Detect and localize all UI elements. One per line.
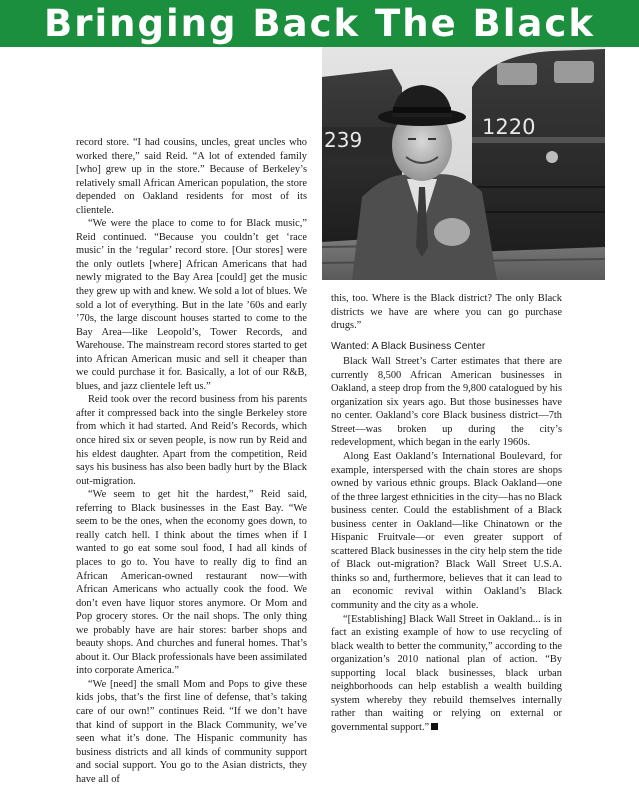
- article-paragraph-final: [331, 613, 562, 735]
- header-banner: [0, 0, 639, 47]
- photo-illustration: [322, 47, 605, 280]
- locomotive-number-right: 1220: [482, 115, 536, 139]
- section-subhead: Wanted: A Black Business Center: [331, 340, 486, 352]
- article-paragraph: Along East Oakland’s International Boulevard, for example, interspersed with the chain stores are shops owned by various ethnic groups. Black Oakland—one of the three largest ethnicities in the city—has no Black business center. Could the establishment of a Black business center in Oakland—like Chinatown or the Hispanic Fruitvale—or even greater support of scattered Black businesses in the city help stem the tide of Black out-migration? Black Wall Street U.S.A. thinks so and, furthermore, believes that it can lead to an economic revival within Oakland’s Black community and the city as a whole.: [331, 451, 562, 612]
- locomotive-number-left: 239: [324, 128, 363, 152]
- article-paragraph: “We seem to get hit the hardest,” Reid said, referring to Black businesses in the East Bay. “We seem to be the ones, when the economy goes down, to really catch hell. I think about the times when if I wanted to go eat some soul food, I had all kinds of places to go to. You have to really dig to find an African American-owned restaurant now—with African Americans who actually cook the food. We don’t even have liquor stores anymore. Or Mom and Pop grocery stores. Or the nail shops. The only thing we probably have are hair stores: barber shops and beauty shops. And churches and funeral homes. That’s about it. Our Black professionals have been assimilated into corporate America.”: [76, 489, 307, 677]
- article-paragraph: “We were the place to come to for Black music,” Reid continued. “Because you couldn’t get ‘race music’ in the ‘regular’ record store. [Our stores] were the only outlets [where] African Americans that had newly migrated to the Bay Area [could] get the music they grew up with and knew. We sold a lot of blues. We sold a lot of everything. But in the late ’60s and early ’70s, the large discount houses started to come to the Bay Area—like Leopold’s, Tower Records, and Warehouse. The mainstream record stores started to get into African American music and sell it cheaper than we could purchase it for. Basically, a lot of our R&B, blues, and jazz clientele left us.”: [76, 218, 308, 392]
- article-paragraph: record store. “I had cousins, uncles, great uncles who worked there,” said Reid. “A lot of extended family [who] grew up in the store.” Because of Berkeley’s relatively small African American population, the store depended on Oakland residents for most of its clientele.: [76, 137, 307, 216]
- end-of-article-mark: [431, 723, 438, 730]
- article-paragraph: “We [need] the small Mom and Pops to give these kids jobs, that’s the first line of defense, that’s taking care of our own!” continues Reid. “If we don’t have that kind of support in the Black Community, we’ve seen what it’s done. The Hispanic community has business districts and all kinds of community support and social support. You go to the Asian districts, they have all of: [76, 678, 307, 785]
- article-paragraph: Black Wall Street’s Carter estimates that there are currently 8,500 African American businesses in Oakland, a steep drop from the 9,800 catalogued by his organization six years ago. But those businesses have no center. Oakland’s core Black business district—7th Street—was broken up during the city’s redevelopment, which began in the early 1960s.: [331, 356, 562, 449]
- photo-man-with-locomotives: [322, 47, 605, 280]
- page-title: Bringing Back The Black: [44, 2, 595, 45]
- article-paragraph: Reid took over the record business from his parents after it compressed back into the single Berkeley store from which it had started. And Reid’s Records, which once hired six or seven people, is now run by Reid and his eldest daughter. Apart from the competition, Reid says his business has also been badly hurt by the Black out-migration.: [76, 394, 307, 487]
- final-paragraph-text: “[Establishing] Black Wall Street in Oakland... is in fact an existing example of how to use recycling of black wealth to better the community,” according to the organization’s 2010 national plan of action. “By supporting local black businesses, black urban neighborhoods can help establish a wealth building system whereby they rebuild themselves internally rather than waiting or relying on external or governmental support.”: [331, 613, 563, 733]
- article-paragraph: this, too. Where is the Black district? The only Black districts we have are where you can go purchase drugs.”: [331, 293, 562, 332]
- right-column: [331, 292, 562, 735]
- left-column: [76, 136, 307, 786]
